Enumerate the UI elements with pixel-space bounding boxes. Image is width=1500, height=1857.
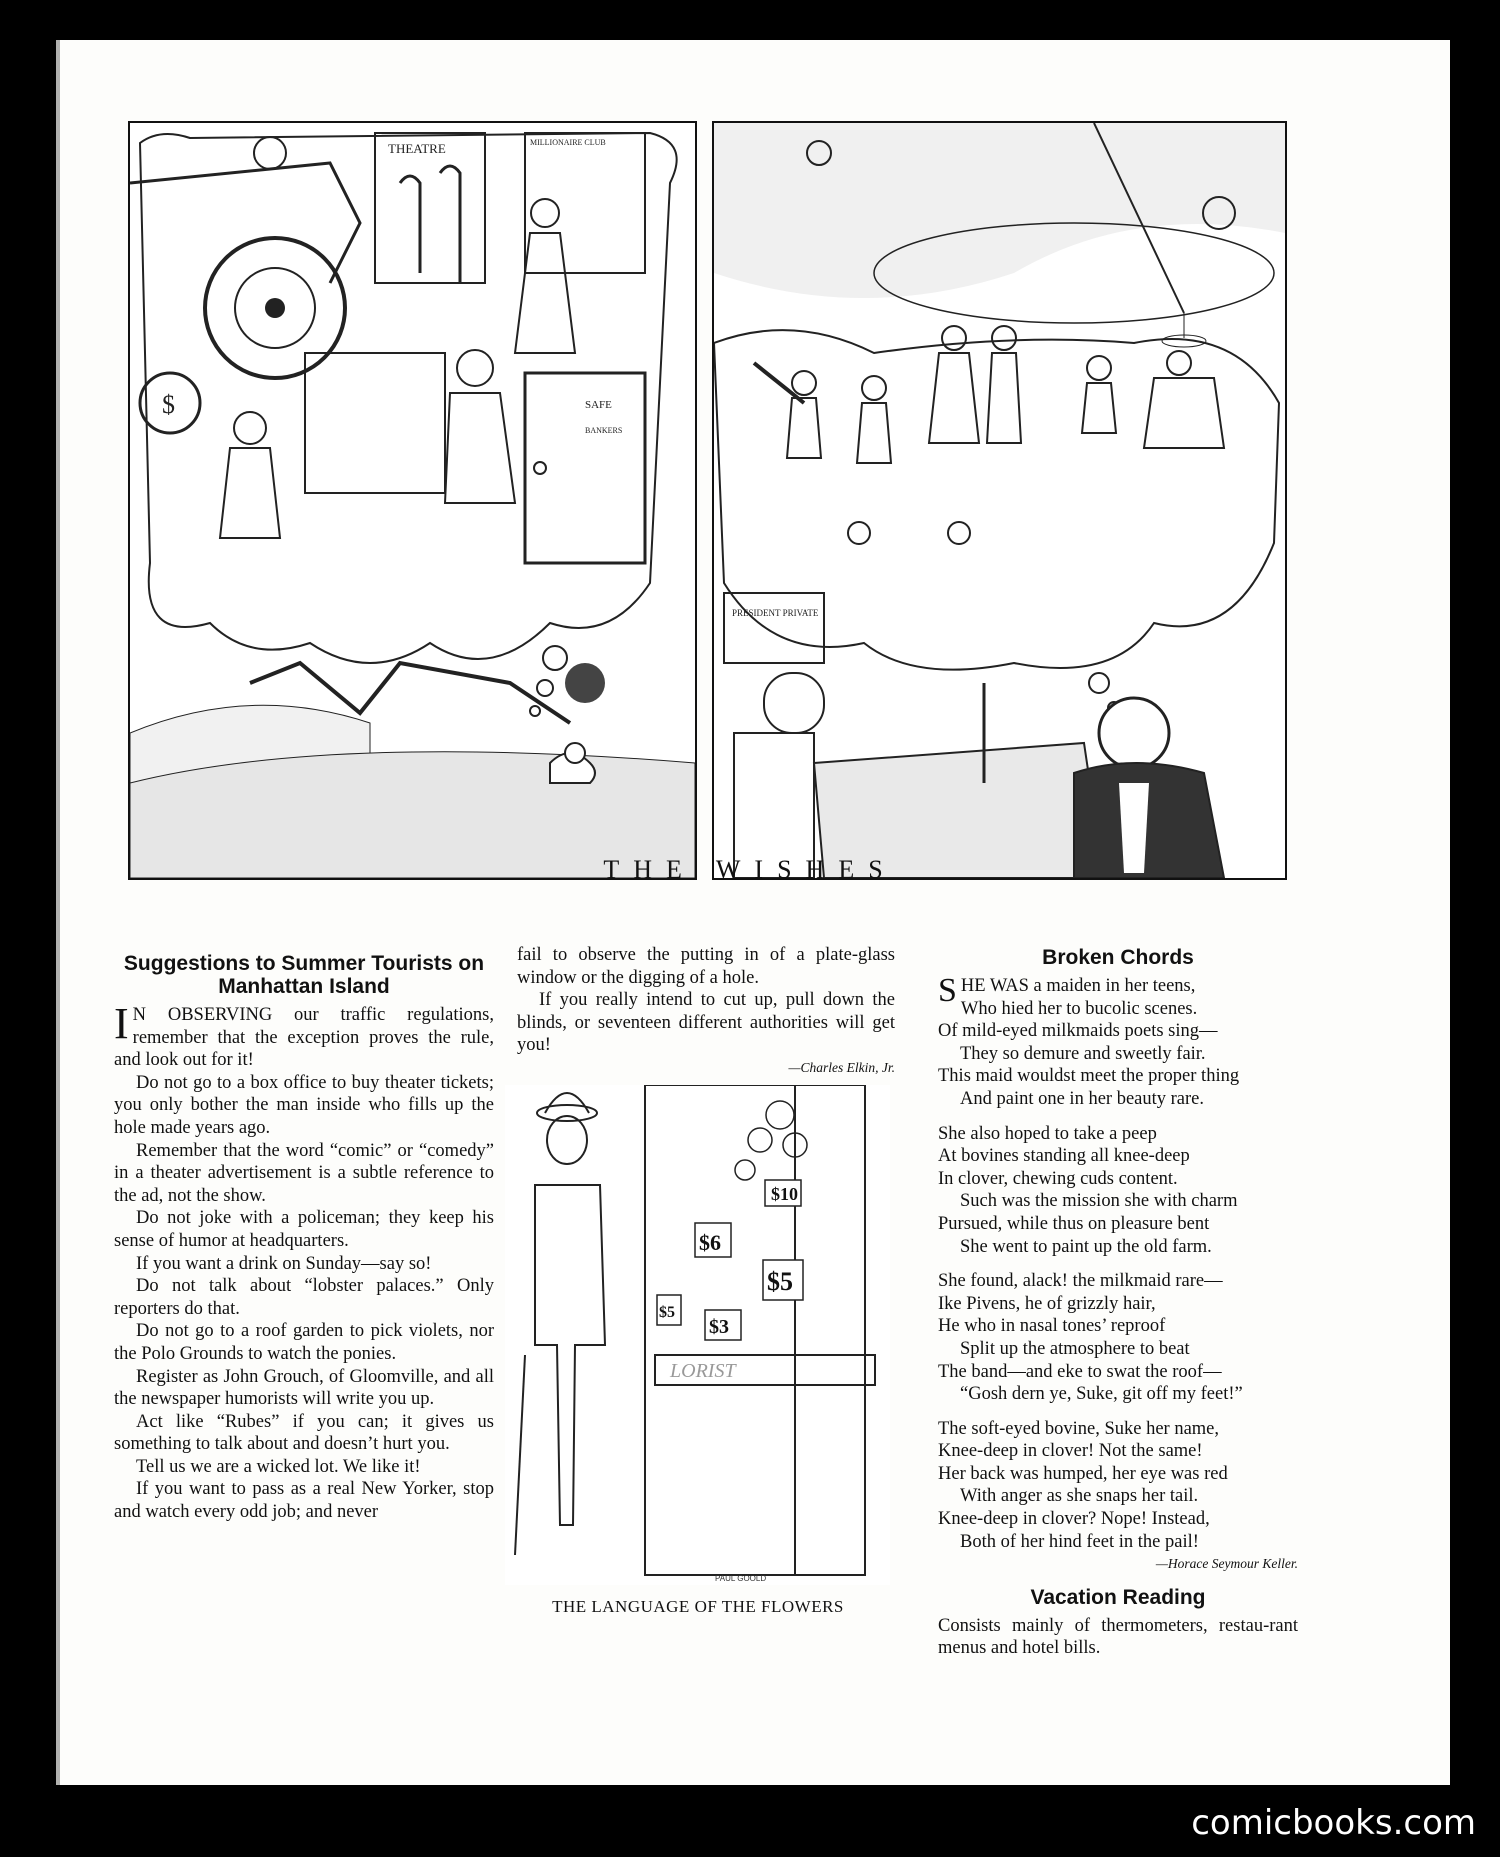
- flowers-caption: THE LANGUAGE OF THE FLOWERS: [552, 1597, 844, 1616]
- price-tag: $5: [659, 1304, 675, 1321]
- poem-line: He who in nasal tones’ reproof: [938, 1316, 1166, 1337]
- poem-line: Ike Pivens, he of grizzly hair,: [938, 1293, 1156, 1314]
- paragraph: Do not go to a roof garden to pick violets, nor the Polo Grounds to watch the ponies.: [114, 1321, 494, 1364]
- poem-line: Split up the atmosphere to beat: [960, 1338, 1190, 1359]
- vacation-reading-text: Consists mainly of thermometers, restau-rant menus and hotel bills.: [938, 1615, 1298, 1659]
- price-tag: $3: [709, 1316, 729, 1338]
- poem-line: Pursued, while thus on pleasure bent: [938, 1213, 1210, 1234]
- article-signature: —Charles Elkin, Jr.: [788, 1059, 895, 1075]
- price-tag: $5: [767, 1267, 793, 1296]
- poem-line: At bovines standing all knee-deep: [938, 1146, 1190, 1167]
- article-lead-paragraph: [114, 999, 494, 1072]
- flowers-cartoon: [505, 1085, 890, 1585]
- stanza: [938, 1418, 1298, 1554]
- poem-line: Knee-deep in clover? Nope! Instead,: [938, 1509, 1210, 1530]
- poem-line: The band—and eke to swat the roof—: [938, 1361, 1222, 1382]
- shop-sign: LORIST: [670, 1360, 736, 1382]
- poem-broken-chords: [938, 946, 1298, 1660]
- left-panel-drawing: [130, 123, 695, 878]
- comic-title: THE WISHES: [603, 855, 897, 884]
- poem-line: She also hoped to take a peep: [938, 1123, 1157, 1144]
- paragraph: If you really intend to cut up, pull down the blinds, or seventeen different authorities will get you!: [517, 990, 895, 1056]
- sign-theatre: THEATRE: [388, 141, 446, 156]
- sign-millionaire-club: MILLIONAIRE CLUB: [530, 138, 606, 147]
- paragraph: Register as John Grouch, of Gloomville, and all the newspaper humorists will write you up.: [114, 1366, 494, 1410]
- poem-line: This maid wouldst meet the proper thing: [938, 1066, 1240, 1087]
- binding-gutter: [56, 40, 60, 1785]
- paragraph: Remember that the word “comic” or “comedy” in a theater advertisement is a subtle reference to the ad, not the show.: [114, 1140, 494, 1206]
- sign-president-private: PRESIDENT PRIVATE: [732, 608, 819, 618]
- sign-bankers: BANKERS: [585, 426, 623, 435]
- poem-line: Such was the mission she with charm: [960, 1191, 1238, 1212]
- section-title: Vacation Reading: [1030, 1585, 1206, 1609]
- paragraph: If you want a drink on Sunday—say so!: [136, 1253, 432, 1274]
- poem-line: With anger as she snaps her tail.: [960, 1486, 1199, 1507]
- poem-line: And paint one in her beauty rare.: [960, 1088, 1205, 1109]
- poem-line: Who hied her to bucolic scenes.: [960, 998, 1198, 1019]
- poem-line-text: HE WAS a maiden in her teens,: [960, 976, 1196, 996]
- price-tag: $10: [771, 1184, 798, 1204]
- lead-text: N OBSERVING our traffic regulations, remember that the exception proves the rule, and look out for it!: [114, 1005, 494, 1071]
- poem-line: “Gosh dern ye, Suke, git off my feet!”: [960, 1384, 1243, 1405]
- sign-safe: SAFE: [585, 399, 612, 411]
- artist-signature: PAUL GOOLD: [715, 1574, 767, 1583]
- paragraph: Do not joke with a policeman; they keep his sense of humor at headquarters.: [114, 1208, 494, 1251]
- paragraph: Tell us we are a wicked lot. We like it!: [136, 1456, 421, 1477]
- comic-panel-right: [712, 121, 1287, 880]
- poem-line: Knee-deep in clover! Not the same!: [938, 1441, 1203, 1462]
- flowers-drawing: [505, 1085, 890, 1585]
- svg-text:$: $: [162, 390, 175, 419]
- poem-line: Both of her hind feet in the pail!: [960, 1531, 1199, 1552]
- comic-panel-left: [128, 121, 697, 880]
- article-title: Suggestions to Summer Tourists on Manhattan Island: [123, 952, 485, 998]
- poem-line: Her back was humped, her eye was red: [938, 1463, 1228, 1484]
- paragraph: Do not go to a box office to buy theater tickets; you only bother the man inside who fills up the hole made years ago.: [114, 1072, 494, 1138]
- poem-line: She found, alack! the milkmaid rare—: [938, 1271, 1223, 1292]
- stanza: [938, 1270, 1298, 1406]
- poem-line: Of mild-eyed milkmaids poets sing—: [938, 1021, 1218, 1042]
- poem-title: Broken Chords: [1042, 946, 1194, 969]
- stanza: [938, 972, 1298, 1111]
- poem-line: In clover, chewing cuds content.: [938, 1168, 1178, 1189]
- poem-line: She went to paint up the old farm.: [960, 1236, 1212, 1257]
- drop-cap: S: [938, 972, 957, 1009]
- site-watermark: comicbooks.com: [1191, 1803, 1476, 1843]
- poem-line: The soft-eyed bovine, Suke her name,: [938, 1418, 1220, 1439]
- price-tag: $6: [699, 1230, 721, 1255]
- continued-paragraph: fail to observe the putting in of a plate-glass window or the digging of a hole.: [517, 945, 895, 988]
- right-panel-drawing: [714, 123, 1285, 878]
- paragraph: Act like “Rubes” if you can; it gives us something to talk about and doesn’t hurt you.: [114, 1411, 494, 1455]
- article-continued: [517, 944, 895, 1080]
- poem-line: They so demure and sweetly fair.: [960, 1043, 1206, 1064]
- paragraph: Do not talk about “lobster palaces.” Only reporters do that.: [114, 1276, 494, 1319]
- drop-cap: I: [114, 999, 129, 1048]
- poem-signature: —Horace Seymour Keller.: [1155, 1556, 1298, 1572]
- article-suggestions: [114, 952, 494, 1524]
- stanza: [938, 1123, 1298, 1259]
- paragraph: If you want to pass as a real New Yorker, stop and watch every odd job; and never: [114, 1479, 494, 1523]
